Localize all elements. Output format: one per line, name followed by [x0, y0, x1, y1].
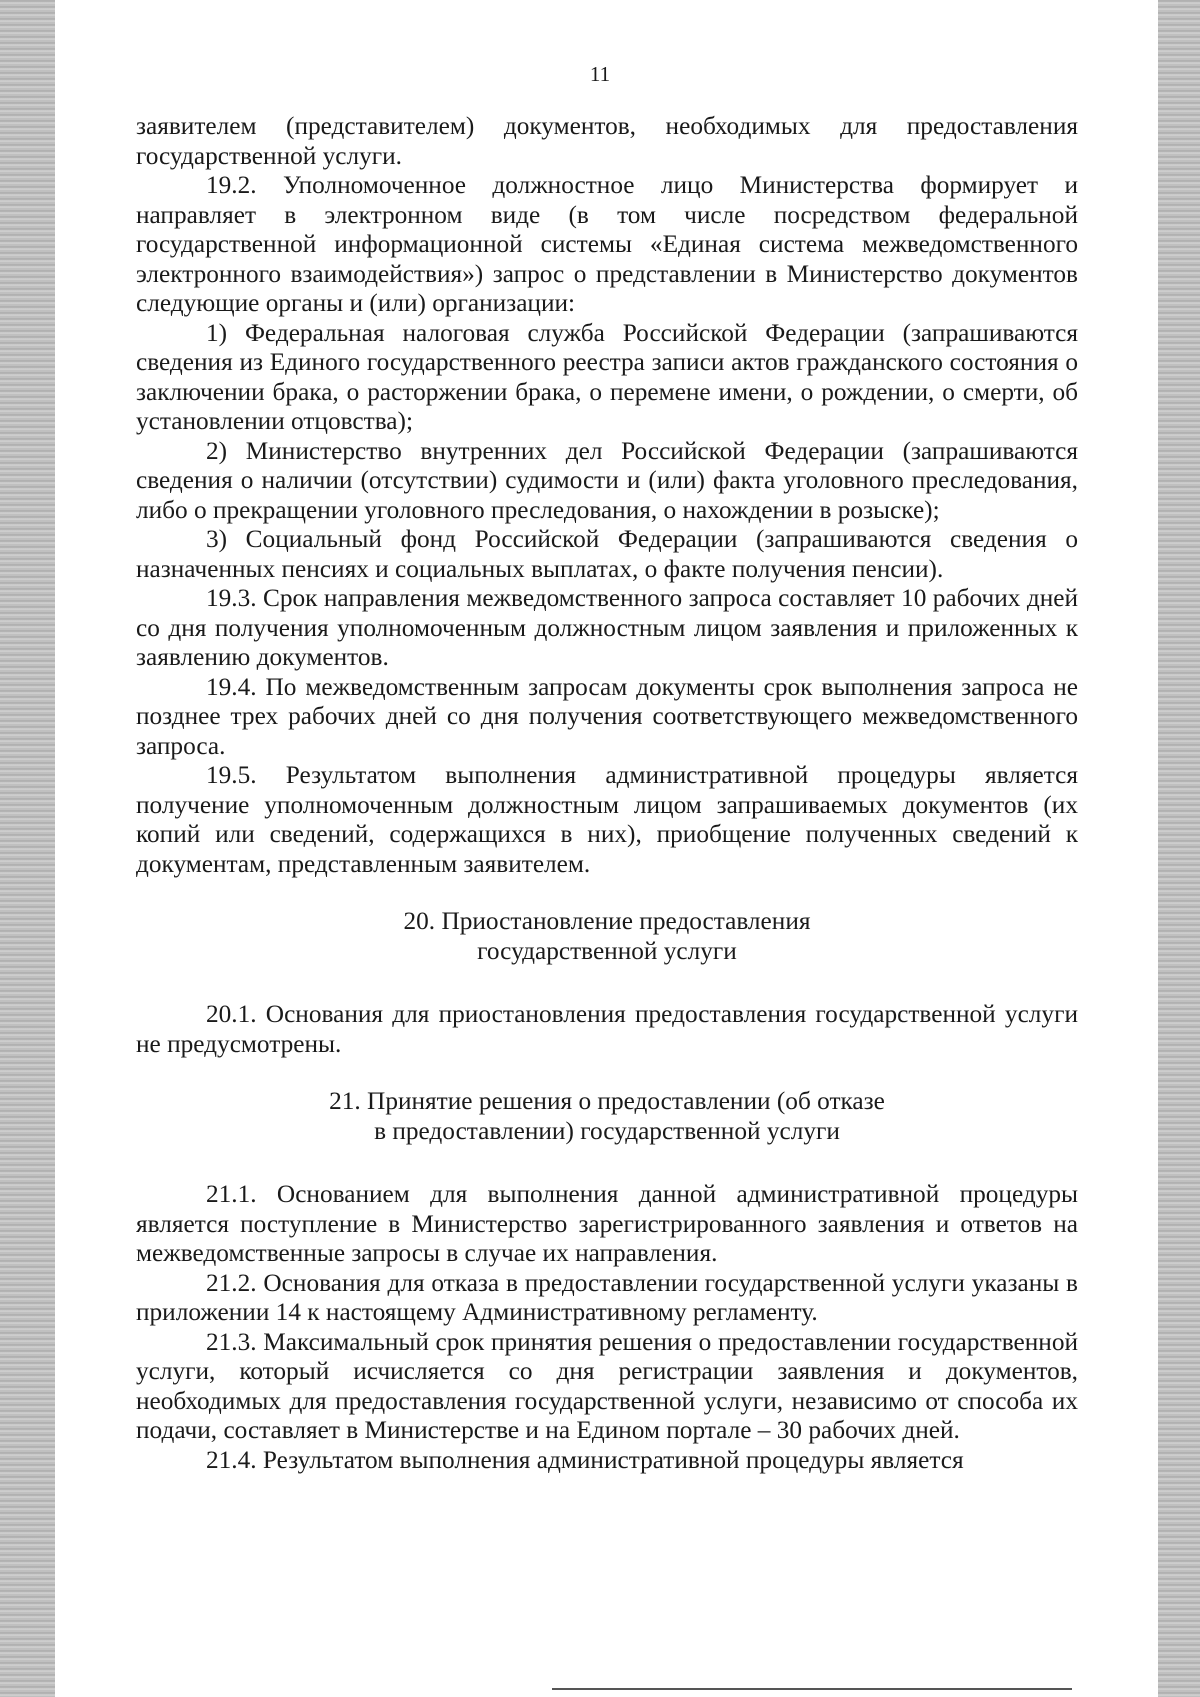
paragraph: 3) Социальный фонд Российской Федерации (запрашиваются сведения о назначенных пенсиях и социальных выплатах, о факте получения пенсии). [136, 525, 1078, 583]
paragraph: 1) Федеральная налоговая служба Российской Федерации (запрашиваются сведения из Единого государственного реестра записи актов гражданского состояния о заключении брака, о расторжении брака, о перемене имени, о рождении, о смерти, об установлении отцовства); [136, 318, 1078, 435]
paragraph: 19.5. Результатом выполнения административной процедуры является получение уполномоченным должностным лицом запрашиваемых документов (их копий или сведений, содержащихся в них), приобщение полученных сведений к документам, представленным заявителем. [136, 761, 1078, 878]
paragraph: 21.3. Максимальный срок принятия решения о предоставлении государственной услуги, который исчисляется со дня регистрации заявления и документов, необходимых для предоставления государственной услуги, независимо от способа их подачи, составляет в Министерстве и на Едином портале – 30 рабочих дней. [136, 1327, 1078, 1444]
paragraph: 20.1. Основания для приостановления предоставления государственной услуги не предусмотрены. [136, 1000, 1078, 1058]
section-title-line: 21. Принятие решения о предоставлении (об отказе [329, 1087, 885, 1115]
paragraph: 19.3. Срок направления межведомственного запроса составляет 10 рабочих дней со дня получения уполномоченным должностным лицом заявления и приложенных к заявлению документов. [136, 584, 1078, 671]
section-title-line: 20. Приостановление предоставления [403, 907, 811, 935]
section-20-body [136, 1000, 1078, 1059]
paragraphs-top [136, 112, 1078, 879]
page-number: 11 [589, 62, 611, 86]
section-21-heading [136, 1087, 1078, 1146]
page-bottom-rule [552, 1688, 1072, 1690]
paragraph: 19.4. По межведомственным запросам документы срок выполнения запроса не позднее трех рабочих дней со дня получения соответствующего межведомственного запроса. [136, 672, 1078, 760]
section-21-body [136, 1180, 1078, 1475]
document-body [136, 112, 1078, 1475]
section-title-line: в предоставлении) государственной услуги [374, 1116, 840, 1145]
paragraph: 19.2. Уполномоченное должностное лицо Министерства формирует и направляет в электронном виде (в том числе посредством федеральной государственной информационной системы «Единая система межведомственного электронного взаимодействия») запрос о представлении в Министерство документов следующие органы и (или) организации: [136, 171, 1078, 317]
paragraph: 21.1. Основанием для выполнения данной административной процедуры является поступление в Министерство зарегистрированного заявления и ответов на межведомственные запросы в случае их направления. [136, 1180, 1078, 1267]
paragraph: заявителем (представителем) документов, необходимых для предоставления государственной услуги. [136, 112, 1078, 170]
paragraph: 2) Министерство внутренних дел Российской Федерации (запрашиваются сведения о наличии (отсутствии) судимости и (или) факта уголовного преследования, либо о прекращении уголовного преследования, о нахождении в розыске); [136, 436, 1078, 524]
paragraph: 21.4. Результатом выполнения административной процедуры является [206, 1445, 964, 1474]
section-title-line: государственной услуги [477, 936, 737, 965]
paragraph: 21.2. Основания для отказа в предоставлении государственной услуги указаны в приложении 14 к настоящему Административному регламенту. [136, 1268, 1078, 1326]
section-20-heading [136, 907, 1078, 966]
